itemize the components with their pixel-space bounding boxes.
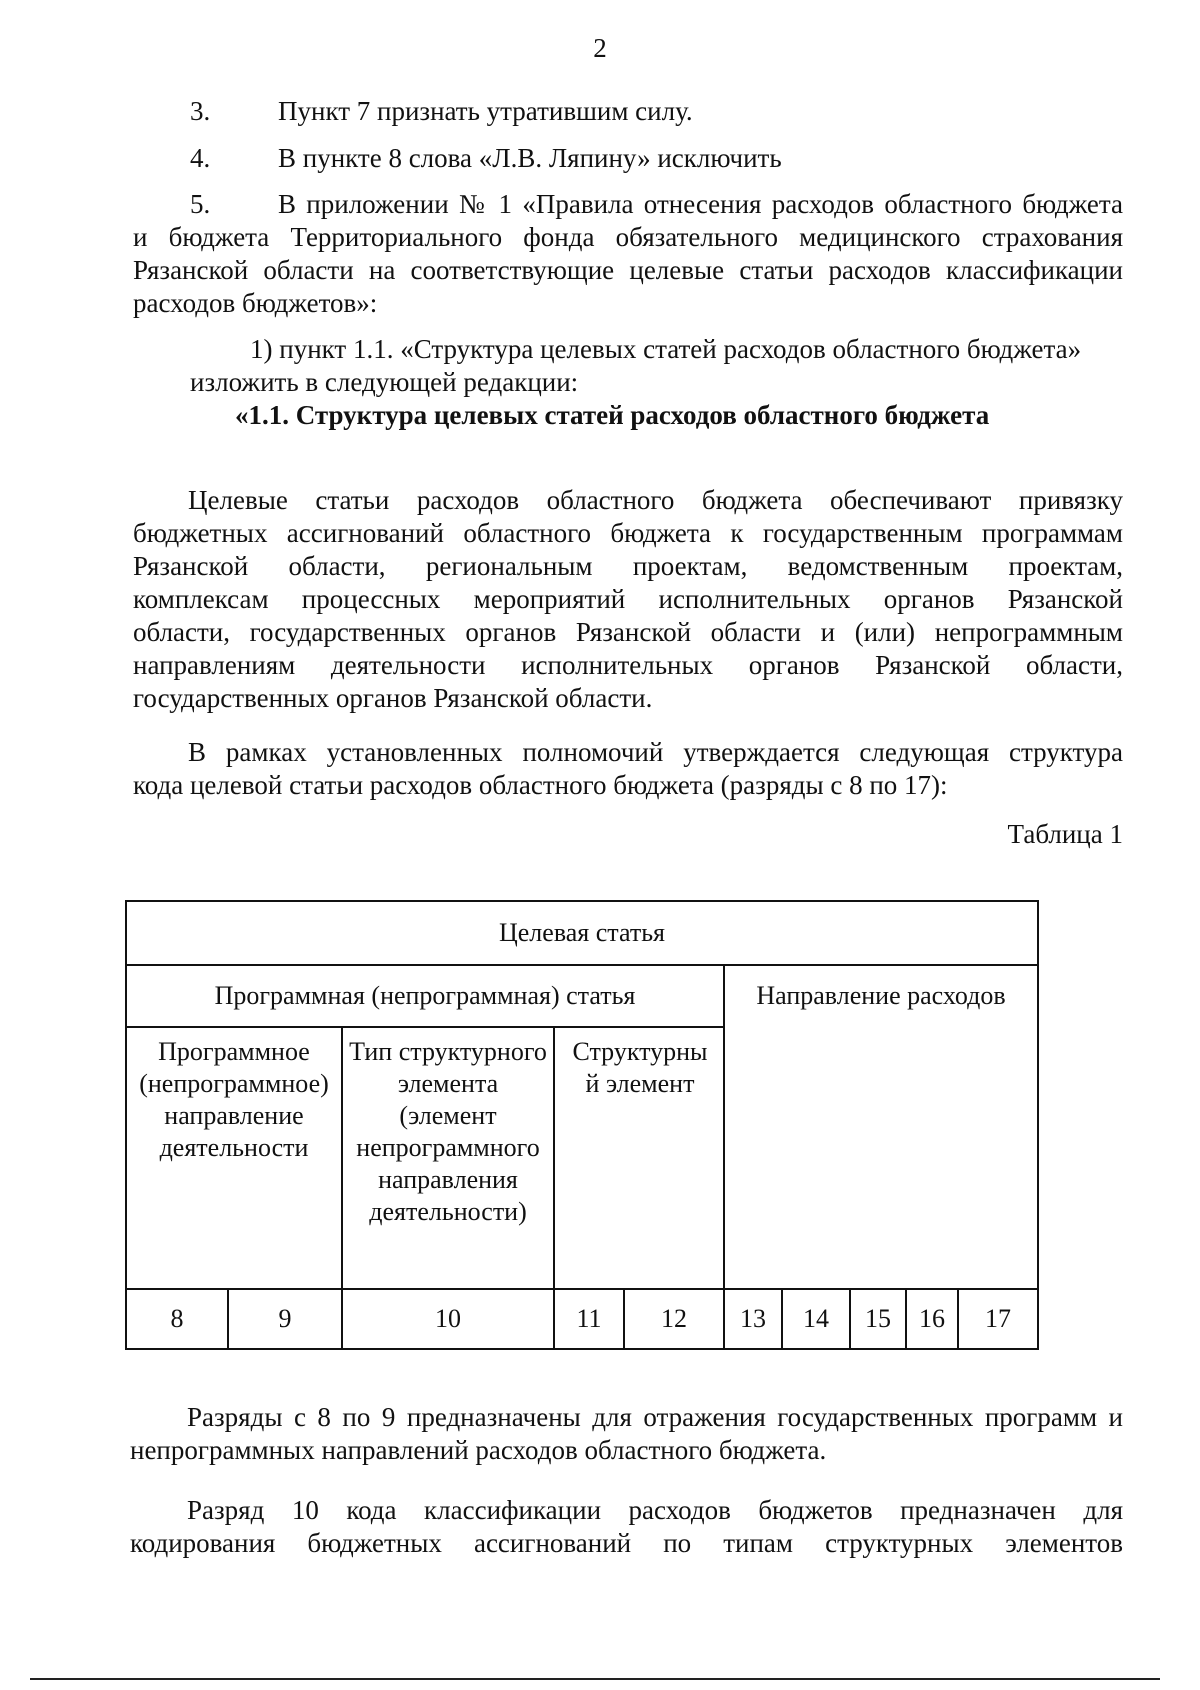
header-target-article: Целевая статья (126, 901, 1038, 965)
target-article-structure-table (125, 900, 1039, 1350)
digit-cell: 12 (624, 1289, 724, 1349)
header-structural-element: Структурны й элемент (554, 1027, 724, 1289)
header-structural-element-type: Тип структурного элемента (элемент непрограммного направления деятельности) (342, 1027, 554, 1289)
digit-cell: 8 (126, 1289, 228, 1349)
paragraph-target-articles (133, 484, 1123, 715)
item-5-line-2: и бюджета Территориального фонда обязательного медицинского страхования (133, 222, 1123, 252)
item-text: В пункте 8 слова «Л.В. Ляпину» исключить (278, 143, 782, 173)
digit-cell: 15 (850, 1289, 906, 1349)
para1-line-4: комплексам процессных мероприятий исполнительных органов Рязанской (133, 584, 1123, 614)
item-5-line-3: Рязанской области на соответствующие целевые статьи расходов классификации (133, 255, 1123, 285)
item-text: Пункт 7 признать утратившим силу. (278, 96, 693, 126)
item-number: 5. (190, 189, 211, 219)
para1-line-6: направлениям деятельности исполнительных органов Рязанской области, (133, 650, 1123, 680)
para3-line-2: непрограммных направлений расходов областного бюджета. (130, 1435, 827, 1465)
paragraph-digits-8-9 (130, 1401, 1123, 1467)
para2-line-1: В рамках установленных полномочий утверждается следующая структура (188, 737, 1123, 767)
para1-line-3: Рязанской области, региональным проектам, ведомственным проектам, (133, 551, 1123, 581)
header-program-direction: Программное (непрограммное) направление деятельности (126, 1027, 342, 1289)
paragraph-digit-10 (130, 1494, 1123, 1560)
para1-line-7: государственных органов Рязанской области. (133, 683, 653, 713)
digit-cell: 11 (554, 1289, 624, 1349)
para4-line-2: кодирования бюджетных ассигнований по типам структурных элементов (130, 1528, 1123, 1558)
page-number: 2 (593, 33, 607, 63)
digit-cell: 9 (228, 1289, 342, 1349)
header-program-article: Программная (непрограммная) статья (126, 965, 724, 1027)
digit-cell: 13 (724, 1289, 782, 1349)
digit-cell: 17 (958, 1289, 1038, 1349)
header-expense-direction: Направление расходов (724, 965, 1038, 1289)
subitem-line-2: изложить в следующей редакции: (190, 367, 579, 397)
subitem-line-1: 1) пункт 1.1. «Структура целевых статей расходов областного бюджета» (250, 334, 1082, 364)
item-5-line-4: расходов бюджетов»: (133, 288, 378, 318)
paragraph-code-structure (133, 736, 1123, 802)
item-5 (133, 188, 1123, 320)
digit-cell: 16 (906, 1289, 958, 1349)
table-caption: Таблица 1 (1007, 819, 1123, 849)
para1-line-1: Целевые статьи расходов областного бюджета обеспечивают привязку (188, 485, 1123, 515)
item-5-line-1: В приложении № 1 «Правила отнесения расходов областного бюджета (278, 189, 1123, 219)
section-heading: «1.1. Структура целевых статей расходов областного бюджета (235, 400, 990, 430)
item-4 (190, 142, 782, 175)
item-3 (190, 95, 693, 128)
scan-edge-line (30, 1678, 1160, 1680)
digit-cell: 10 (342, 1289, 554, 1349)
para1-line-2: бюджетных ассигнований областного бюджета к государственным программам (133, 518, 1123, 548)
item-number: 4. (190, 143, 211, 173)
para4-line-1: Разряд 10 кода классификации расходов бюджетов предназначен для (187, 1495, 1123, 1525)
para2-line-2: кода целевой статьи расходов областного бюджета (разряды с 8 по 17): (133, 770, 948, 800)
para1-line-5: области, государственных органов Рязанской области и (или) непрограммным (133, 617, 1123, 647)
digit-cell: 14 (782, 1289, 850, 1349)
para3-line-1: Разряды с 8 по 9 предназначены для отражения государственных программ и (187, 1402, 1123, 1432)
item-number: 3. (190, 96, 211, 126)
